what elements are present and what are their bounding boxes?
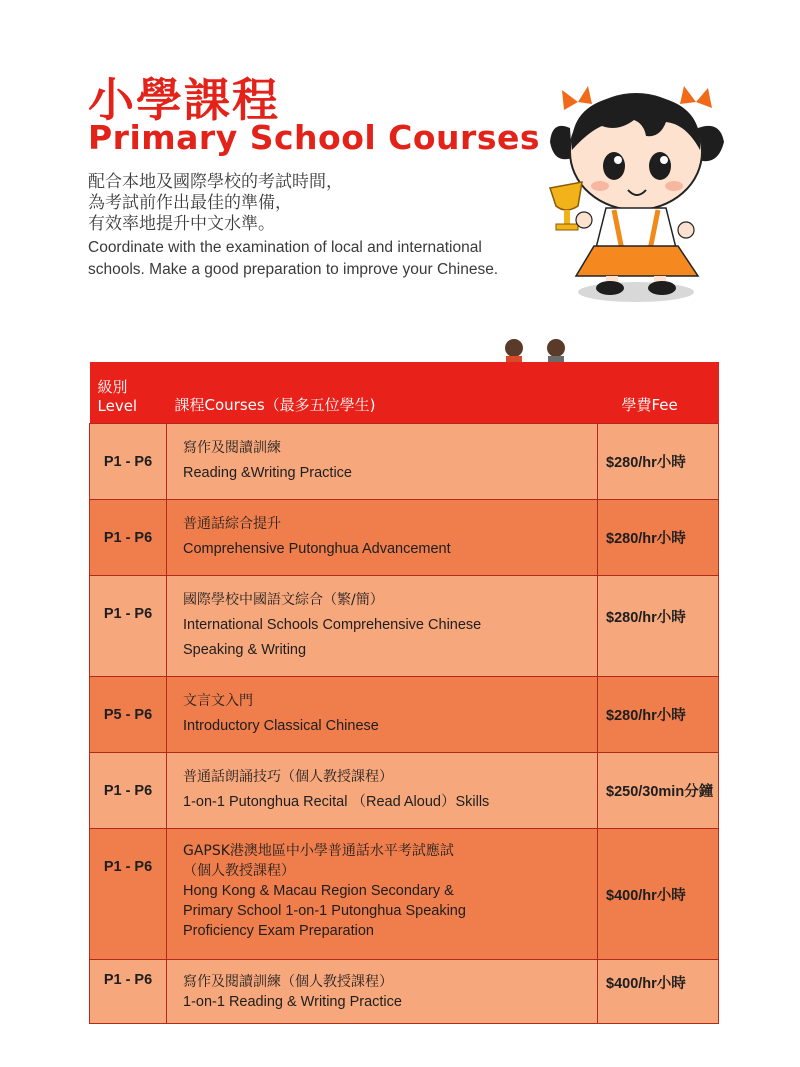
intro-text — [88, 172, 558, 281]
row-level: P1 - P6 — [90, 500, 167, 576]
course-zh: 國際學校中國語文綜合（繁/簡） — [183, 592, 384, 608]
row-course — [167, 677, 598, 753]
course-zh: GAPSK港澳地區中小學普通話水平考試應試 — [183, 843, 454, 859]
row-course — [167, 960, 598, 1024]
header-level: 級別Level — [90, 362, 167, 424]
girl-mascot-icon — [548, 80, 728, 310]
course-en: 1-on-1 Putonghua Recital （Read Aloud）Skills — [183, 794, 490, 810]
course-zh: 寫作及閱讀訓練 — [183, 440, 281, 456]
course-en: Introductory Classical Chinese — [183, 718, 379, 734]
row-fee: $280/hr小時 — [598, 677, 719, 753]
intro-zh-line-2: 為考試前作出最佳的準備， — [88, 193, 292, 213]
row-level: P5 - P6 — [90, 677, 167, 753]
row-level: P1 - P6 — [90, 960, 167, 1024]
row-level: P1 - P6 — [90, 424, 167, 500]
course-en-3: Proficiency Exam Preparation — [183, 923, 374, 939]
intro-en-line-2: schools. Make a good preparation to improve your Chinese. — [88, 261, 499, 278]
row-course — [167, 576, 598, 677]
course-en: Reading &Writing Practice — [183, 465, 352, 481]
page-title-zh: 小學課程 — [88, 73, 280, 127]
page-title-en: Primary School Courses — [88, 118, 540, 157]
course-zh: 文言文入門 — [183, 693, 253, 709]
table-row — [90, 424, 719, 500]
intro-zh-line-1: 配合本地及國際學校的考試時間， — [88, 172, 343, 192]
row-course — [167, 753, 598, 829]
table-row — [90, 677, 719, 753]
row-course — [167, 424, 598, 500]
table-row — [90, 960, 719, 1024]
course-en: 1-on-1 Reading & Writing Practice — [183, 994, 402, 1010]
header-course: 課程Courses（最多五位學生) — [167, 362, 598, 424]
row-course — [167, 829, 598, 960]
table-row — [90, 829, 719, 960]
course-en: International Schools Comprehensive Chinese — [183, 617, 482, 633]
row-level: P1 - P6 — [90, 576, 167, 677]
intro-zh-line-3: 有效率地提升中文水準。 — [88, 214, 275, 234]
course-en: Comprehensive Putonghua Advancement — [183, 541, 451, 557]
intro-en-line-1: Coordinate with the examination of local and international — [88, 239, 482, 256]
courses-table — [89, 362, 719, 1024]
table-header-row — [90, 362, 719, 424]
row-level: P1 - P6 — [90, 829, 167, 960]
row-fee: $400/hr小時 — [598, 829, 719, 960]
row-level: P1 - P6 — [90, 753, 167, 829]
course-zh-2: （個人教授課程） — [183, 863, 295, 879]
header-fee: 學費Fee — [598, 362, 719, 424]
table-row — [90, 500, 719, 576]
table-row — [90, 576, 719, 677]
course-zh: 寫作及閱讀訓練（個人教授課程） — [183, 974, 393, 990]
row-fee: $280/hr小時 — [598, 424, 719, 500]
course-en-2: Speaking & Writing — [183, 642, 307, 658]
row-course — [167, 500, 598, 576]
course-zh: 普通話綜合提升 — [183, 516, 281, 532]
course-en: Hong Kong & Macau Region Secondary & — [183, 883, 454, 899]
table-row — [90, 753, 719, 829]
course-en-2: Primary School 1-on-1 Putonghua Speaking — [183, 903, 466, 919]
row-fee: $280/hr小時 — [598, 500, 719, 576]
row-fee: $250/30min分鐘 — [598, 753, 719, 829]
row-fee: $400/hr小時 — [598, 960, 719, 1024]
course-zh: 普通話朗誦技巧（個人教授課程） — [183, 769, 393, 785]
row-fee: $280/hr小時 — [598, 576, 719, 677]
